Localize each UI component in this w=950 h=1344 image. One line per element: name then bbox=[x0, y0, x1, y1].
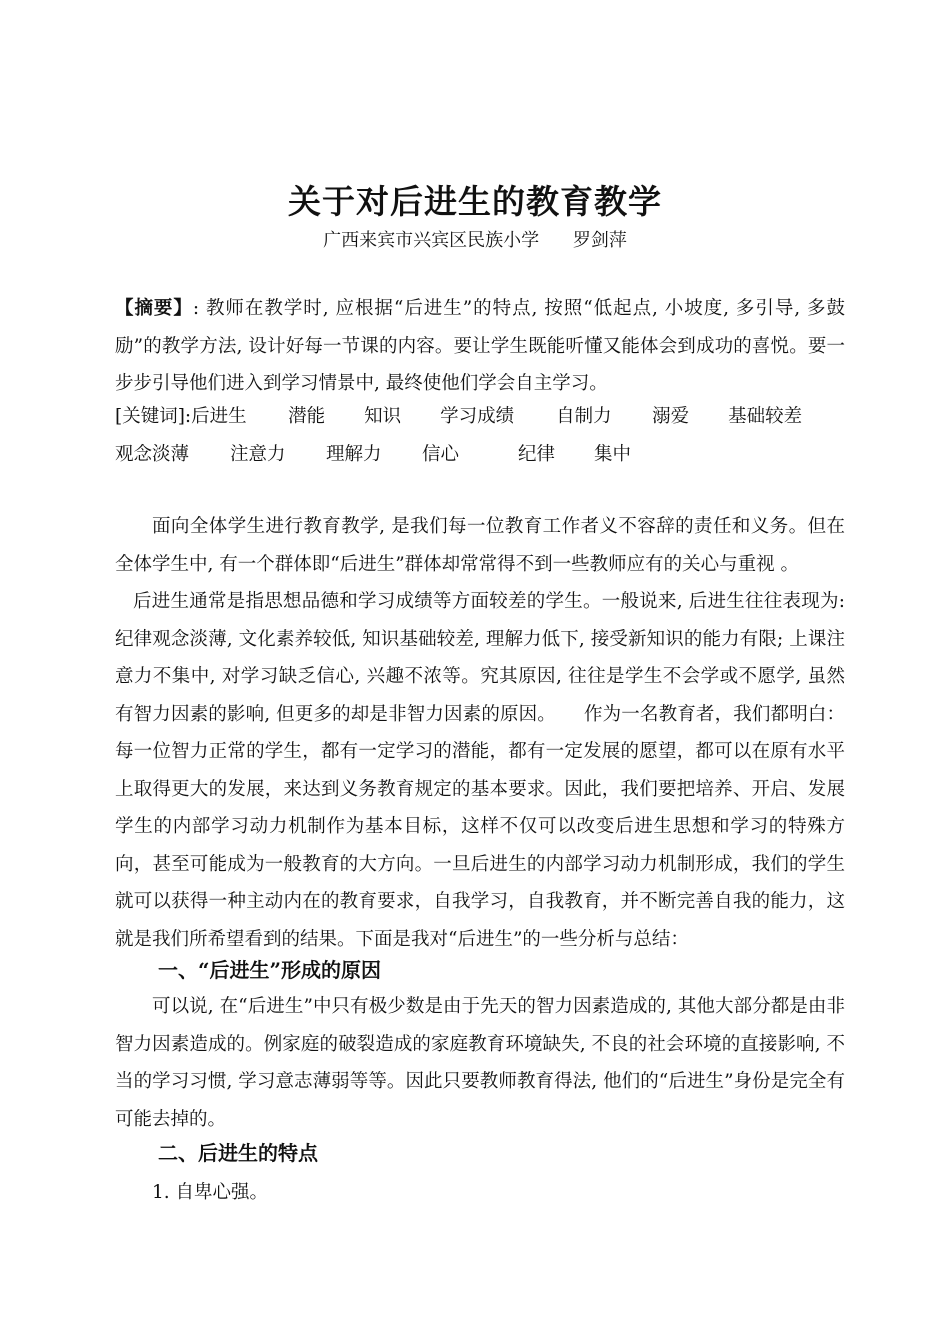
list-item: 1. 自卑心强。 bbox=[152, 1182, 269, 1203]
section-1-body bbox=[115, 988, 845, 1138]
paragraph: 后进生通常是指思想品德和学习成绩等方面较差的学生。一般说来, 后进生往往表现为: 纪律观念淡薄, 文化素养较低, 知识基础较差, 理解力低下, 接受新知识的能力有限; 上课注意力不集中, 对学习缺乏信心, 兴趣不浓等。究其原因, 往往是学生不会学或不愿学, 虽然有智力因素的影响, 但更多的却是非智力因素的原因。 作为一名教育者，我们都明白：每一位智力正常的学生，都有一定学习的潜能，都有一定发展的愿望，都可以在原有水平上取得更大的发展，来达到义务教育规定的基本要求。因此，我们要把培养、开启、发展学生的内部学习动力机制作为基本目标，这样不仅可以改变后进生思想和学习的特殊方向，甚至可能成为一般教育的大方向。一旦后进生的内部学习动力机制形成，我们的学生就可以获得一种主动内在的教育要求，自我学习，自我教育，并不断完善自我的能力，这就是我们所希望看到的结果。下面是我对“后进生”的一些分析与总结： bbox=[115, 591, 845, 950]
document-title: 关于对后进生的教育教学 bbox=[288, 182, 662, 221]
abstract-label: 【摘要】 bbox=[115, 298, 193, 319]
author-school: 广西来宾市兴宾区民族小学 bbox=[323, 230, 540, 251]
author-name: 罗剑萍 bbox=[572, 230, 627, 251]
keyword: 潜能 bbox=[288, 406, 326, 427]
keyword: 观念淡薄 bbox=[115, 443, 190, 465]
author-line bbox=[0, 226, 950, 252]
abstract bbox=[115, 290, 845, 403]
section-heading: 一、“后进生”形成的原因 bbox=[158, 958, 382, 982]
intro-body bbox=[115, 508, 845, 958]
abstract-text: : 教师在教学时, 应根据“后进生”的特点, 按照“低起点, 小坡度, 多引导, 多鼓励”的教学方法, 设计好每一节课的内容。要让学生既能听懂又能体会到成功的喜悦。要一步步引导他们进入到学习情景中, 最终使他们学会自主学习。 bbox=[115, 298, 845, 394]
keywords-label: [关键词]: bbox=[115, 406, 192, 427]
keyword: 溺爱 bbox=[652, 406, 690, 427]
keywords bbox=[115, 398, 845, 473]
keywords-row-2 bbox=[115, 436, 845, 474]
keywords-row-1 bbox=[115, 398, 845, 436]
keyword: 后进生 bbox=[191, 406, 247, 427]
keyword: 纪律 bbox=[518, 443, 556, 465]
keyword: 自制力 bbox=[556, 406, 612, 427]
keyword: 基础较差 bbox=[728, 406, 803, 427]
keyword: 注意力 bbox=[230, 443, 286, 465]
keyword: 集中 bbox=[594, 443, 632, 465]
section-2-body bbox=[115, 1174, 845, 1212]
keyword: 学习成绩 bbox=[440, 406, 515, 427]
keyword: 知识 bbox=[364, 406, 402, 427]
paragraph: 可以说, 在“后进生”中只有极少数是由于先天的智力因素造成的, 其他大部分都是由非智力因素造成的。例家庭的破裂造成的家庭教育环境缺失, 不良的社会环境的直接影响, 不当的学习习惯, 学习意志薄弱等等。因此只要教师教育得法, 他们的“后进生”身份是完全有可能去掉的。 bbox=[115, 996, 845, 1130]
paragraph: 面向全体学生进行教育教学, 是我们每一位教育工作者义不容辞的责任和义务。但在全体学生中, 有一个群体即“后进生”群体却常常得不到一些教师应有的关心与重视 。 bbox=[115, 516, 845, 575]
keyword: 理解力 bbox=[326, 443, 382, 465]
section-heading: 二、后进生的特点 bbox=[158, 1141, 318, 1165]
keyword: 信心 bbox=[422, 443, 460, 465]
